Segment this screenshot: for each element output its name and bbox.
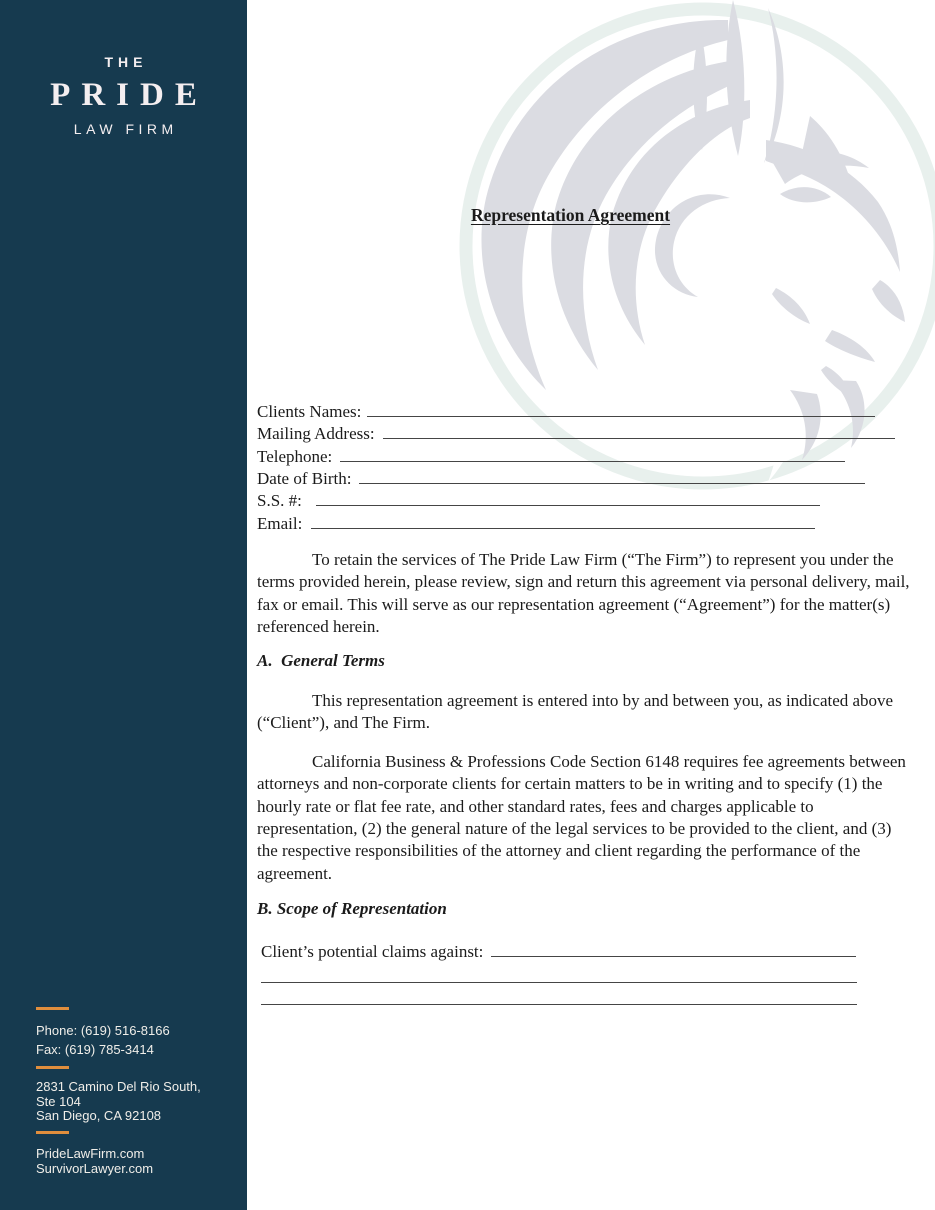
form-row-telephone	[257, 446, 912, 468]
logo-word-pride: PRIDE	[50, 77, 208, 113]
contact-divider	[36, 1131, 69, 1134]
section-a-paragraph-2: California Business & Professions Code Section 6148 requires fee agreements between attorneys and non-corporate clients for certain matters to be in writing and to specify (1) the hourly rate or flat fee rate, and other standard rates, fees and charges applicable to representation, (2) the general nature of the legal services to be provided to the client, and (3) the respective responsibilities of the attorney and client regarding the performance of the agreement.	[257, 752, 906, 883]
field-blank-line	[367, 401, 875, 417]
form-row-date-of-birth	[257, 468, 912, 490]
form-row-clients-names	[257, 401, 912, 423]
website-block	[36, 1146, 236, 1176]
section-b-heading: B. Scope of Representation	[257, 899, 447, 918]
logo-word-law-firm: LAW FIRM	[73, 121, 178, 137]
client-info-form	[257, 401, 912, 535]
field-blank-line	[261, 982, 857, 983]
field-blank-line	[311, 513, 815, 529]
form-row-email	[257, 513, 912, 535]
field-blank-line	[491, 941, 856, 957]
field-blank-line	[261, 1004, 857, 1005]
contact-divider	[36, 1066, 69, 1069]
field-label-ssn: S.S. #:	[257, 491, 302, 511]
field-blank-line	[340, 446, 845, 462]
field-blank-line	[316, 490, 820, 506]
fax-line: Fax: (619) 785-3414	[36, 1041, 154, 1057]
field-label-email: Email:	[257, 513, 303, 533]
firm-logo	[0, 54, 247, 137]
field-label-mailing-address: Mailing Address:	[257, 424, 375, 444]
sidebar	[0, 0, 247, 1210]
contact-divider	[36, 1007, 69, 1010]
field-blank-line	[383, 423, 895, 439]
phone-line: Phone: (619) 516-8166	[36, 1023, 170, 1038]
claims-against-label: Client’s potential claims against:	[261, 942, 484, 961]
field-blank-line	[359, 468, 865, 484]
address-line-2: Ste 104	[36, 1093, 81, 1109]
form-row-mailing-address	[257, 423, 912, 445]
field-label-clients-names: Clients Names:	[257, 402, 362, 421]
section-a-heading: A. General Terms	[257, 651, 385, 670]
website-pridelawfirm: PrideLawFirm.com	[36, 1146, 145, 1161]
website-survivorlawyer: SurvivorLawyer.com	[36, 1161, 154, 1177]
field-label-date-of-birth: Date of Birth:	[257, 469, 352, 489]
address-block	[36, 1080, 236, 1124]
address-line-1: 2831 Camino Del Rio South,	[36, 1079, 201, 1094]
field-label-telephone: Telephone:	[257, 446, 333, 466]
logo-word-the: THE	[104, 54, 148, 70]
section-a-paragraph-1: This representation agreement is entered into by and between you, as indicated above (“Client”), and The Firm.	[257, 691, 894, 733]
claims-against-row	[261, 941, 856, 962]
intro-paragraph: To retain the services of The Pride Law Firm (“The Firm”) to represent you under the terms provided herein, please review, sign and return this agreement via personal delivery, mail, fax or email. This will serve as our representation agreement (“Agreement”) for the matter(s) referenced herein.	[257, 550, 910, 637]
page-title: Representation Agreement	[470, 205, 671, 225]
address-line-3: San Diego, CA 92108	[36, 1108, 162, 1124]
phone-fax-block	[36, 1022, 236, 1059]
form-row-ssn	[257, 490, 912, 512]
